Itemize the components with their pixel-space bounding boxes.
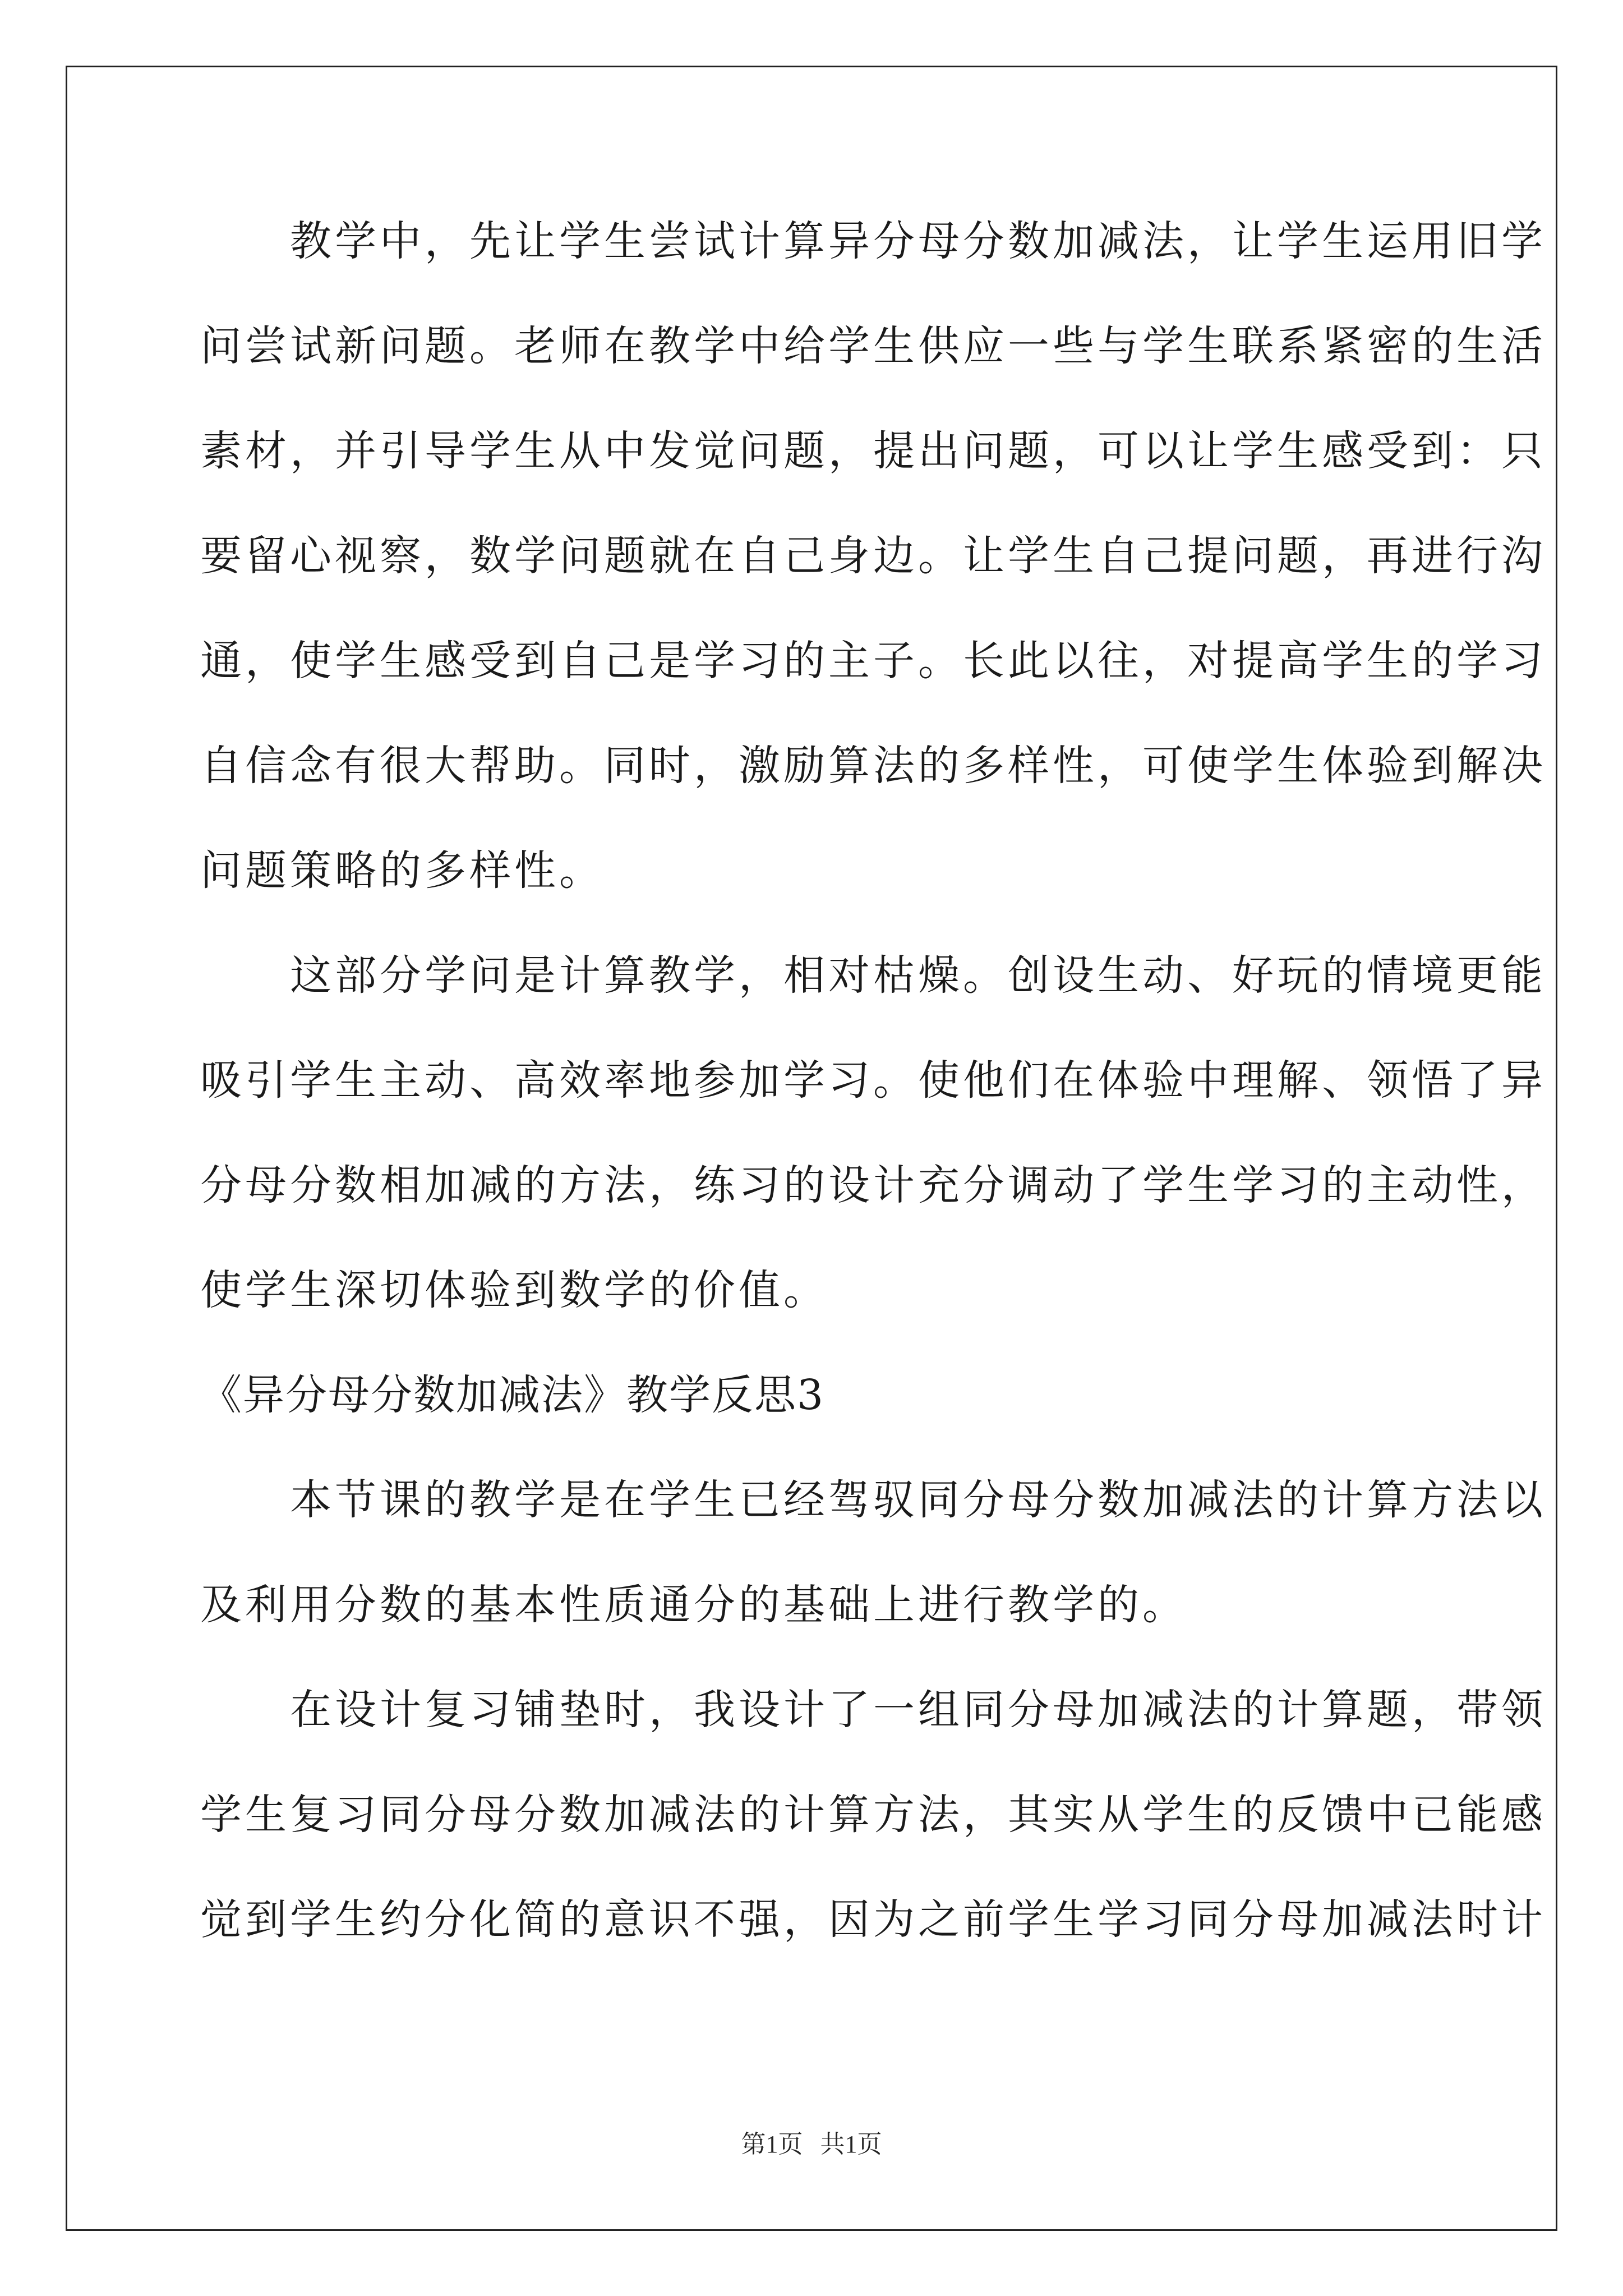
paragraph-2-line-2: 吸引学生主动、高效率地参加学习。使他们在体验中理解、领悟了异 — [200, 1056, 1546, 1105]
section-heading: 《异分母分数加减法》教学反思3 — [200, 1371, 825, 1419]
paragraph-1-line-3: 素材，并引导学生从中发觉问题，提出问题，可以让学生感受到：只 — [200, 427, 1546, 475]
paragraph-1-line-2: 问尝试新问题。老师在教学中给学生供应一些与学生联系紧密的生活 — [200, 322, 1546, 370]
paragraph-2-line-4: 使学生深切体验到数学的价值。 — [200, 1266, 828, 1314]
page-footer — [0, 2128, 1623, 2161]
paragraph-1-line-5: 通，使学生感受到自己是学习的主子。长此以往，对提高学生的学习 — [200, 637, 1546, 685]
page-number-current: 第1页 — [741, 2131, 803, 2158]
paragraph-2-line-1: 这部分学问是计算教学，相对枯燥。创设生动、好玩的情境更能 — [200, 951, 1546, 1000]
paragraph-1-line-6: 自信念有很大帮助。同时，激励算法的多样性，可使学生体验到解决 — [200, 742, 1546, 790]
paragraph-2-line-3: 分母分数相加减的方法，练习的设计充分调动了学生学习的主动性， — [200, 1161, 1546, 1209]
paragraph-4-line-3: 觉到学生约分化简的意识不强，因为之前学生学习同分母加减法时计 — [200, 1895, 1546, 1944]
paragraph-3-line-2: 及利用分数的基本性质通分的基础上进行教学的。 — [200, 1581, 1187, 1629]
paragraph-3-line-1: 本节课的教学是在学生已经驾驭同分母分数加减法的计算方法以 — [200, 1476, 1546, 1524]
page-number-total: 共1页 — [820, 2131, 882, 2158]
paragraph-4-line-1: 在设计复习铺垫时，我设计了一组同分母加减法的计算题，带领 — [200, 1686, 1546, 1734]
paragraph-1-line-1: 教学中，先让学生尝试计算异分母分数加减法，让学生运用旧学 — [200, 217, 1546, 265]
paragraph-1-line-4: 要留心视察，数学问题就在自己身边。让学生自己提问题，再进行沟 — [200, 532, 1546, 580]
paragraph-1-line-7: 问题策略的多样性。 — [200, 846, 604, 895]
paragraph-4-line-2: 学生复习同分母分数加减法的计算方法，其实从学生的反馈中已能感 — [200, 1791, 1546, 1839]
